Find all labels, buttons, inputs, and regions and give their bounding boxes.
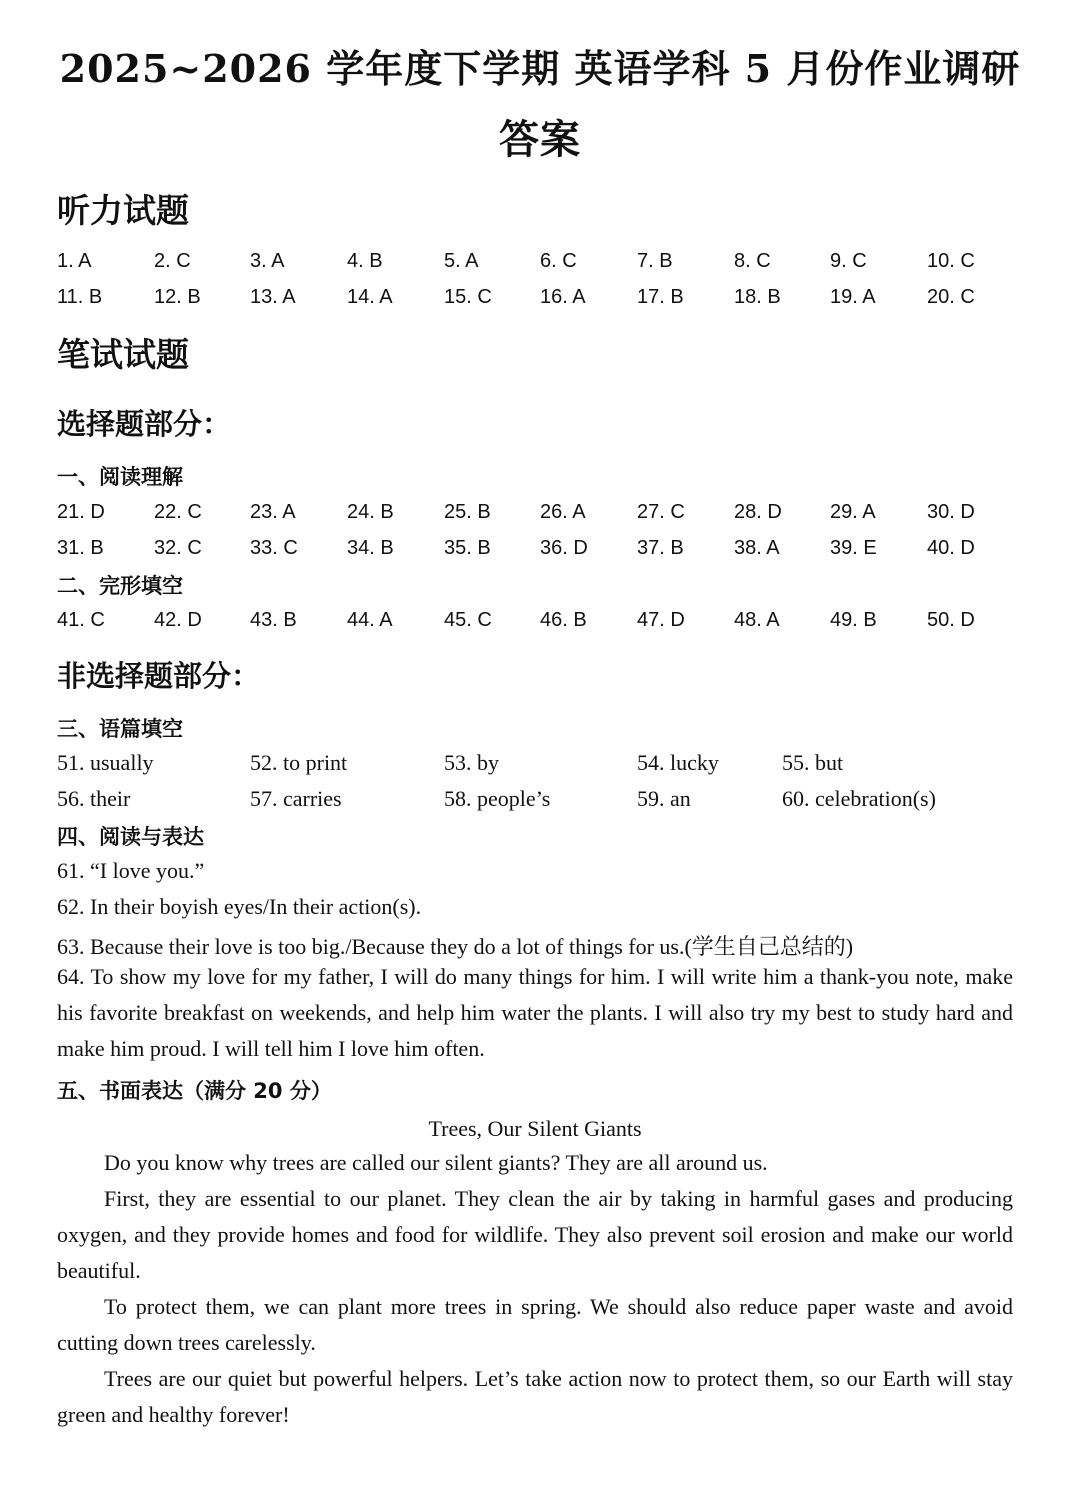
answer-item: 50. D <box>927 609 975 631</box>
answer-item: 52. to print <box>250 750 348 775</box>
answer-item: 13. A <box>250 286 296 308</box>
answer-item: 39. E <box>830 537 877 559</box>
answer-item: 28. D <box>734 501 782 523</box>
answer-item: 15. C <box>444 286 492 308</box>
answer-item: 47. D <box>637 609 685 631</box>
answer-item: 30. D <box>927 501 975 523</box>
answer-61: 61. “I love you.” <box>57 858 205 883</box>
written-heading: 笔试试题 <box>57 335 189 374</box>
answer-item: 21. D <box>57 501 105 523</box>
answer-item: 29. A <box>830 501 876 523</box>
answer-item: 22. C <box>154 501 202 523</box>
answer-item: 9. C <box>830 250 867 272</box>
answer-item: 10. C <box>927 250 975 272</box>
answer-item: 24. B <box>347 501 394 523</box>
answer-item: 35. B <box>444 537 491 559</box>
answer-item: 5. A <box>444 250 479 272</box>
answer-item: 37. B <box>637 537 684 559</box>
passage-fill-heading: 三、语篇填空 <box>57 717 183 741</box>
answer-item: 12. B <box>154 286 201 308</box>
answer-item: 6. C <box>540 250 577 272</box>
answer-item: 32. C <box>154 537 202 559</box>
nonchoice-heading: 非选择题部分： <box>57 659 261 693</box>
answer-item: 25. B <box>444 501 491 523</box>
answer-item: 27. C <box>637 501 685 523</box>
essay-paragraph-4: Trees are our quiet but powerful helpers. Let’s take action now to protect them, so our Earth will stay green and healthy forever! <box>57 1366 1013 1427</box>
answer-item: 20. C <box>927 286 975 308</box>
choice-heading: 选择题部分： <box>57 407 232 441</box>
answer-item: 58. people’s <box>444 786 551 811</box>
answer-item: 7. B <box>637 250 673 272</box>
answer-item: 51. usually <box>57 750 154 775</box>
answer-item: 40. D <box>927 537 975 559</box>
answer-item: 45. C <box>444 609 492 631</box>
answer-item: 36. D <box>540 537 588 559</box>
answer-item: 54. lucky <box>637 750 719 775</box>
answer-item: 34. B <box>347 537 394 559</box>
document-title: 2025~2026 学年度下学期 英语学科 5 月份作业调研 <box>59 46 1021 91</box>
answer-item: 42. D <box>154 609 202 631</box>
answer-63: 63. Because their love is too big./Because they do a lot of things for us.(学生自己总结的) <box>57 934 854 959</box>
reading-heading: 一、阅读理解 <box>57 465 183 489</box>
answer-item: 31. B <box>57 537 104 559</box>
answer-item: 4. B <box>347 250 383 272</box>
essay-paragraph-2: First, they are essential to our planet. They clean the air by taking in harmful gases and producing oxygen, and they provide homes and food for wildlife. They also prevent soil erosion and make our world beautiful. <box>57 1186 1013 1283</box>
answer-item: 3. A <box>250 250 285 272</box>
answer-item: 18. B <box>734 286 781 308</box>
answer-item: 44. A <box>347 609 393 631</box>
answer-item: 33. C <box>250 537 298 559</box>
answer-item: 11. B <box>57 286 103 308</box>
essay-title: Trees, Our Silent Giants <box>428 1116 642 1141</box>
answer-item: 49. B <box>830 609 877 631</box>
answer-item: 2. C <box>154 250 191 272</box>
answer-item: 41. C <box>57 609 105 631</box>
essay-paragraph-3: To protect them, we can plant more trees in spring. We should also reduce paper waste and avoid cutting down trees carelessly. <box>57 1294 1013 1355</box>
answer-item: 60. celebration(s) <box>782 786 936 811</box>
answer-item: 57. carries <box>250 786 342 811</box>
answer-item: 38. A <box>734 537 780 559</box>
answer-item: 53. by <box>444 750 499 775</box>
answer-64: 64. To show my love for my father, I will do many things for him. I will write him a thank-you note, make his favorite breakfast on weekends, and help him water the plants. I will also try my best to study hard and make him proud. I will tell him I love him often. <box>57 964 1013 1061</box>
answer-item: 16. A <box>540 286 586 308</box>
document-subtitle: 答案 <box>499 116 581 163</box>
answer-item: 48. A <box>734 609 780 631</box>
answer-item: 55. but <box>782 750 844 775</box>
answer-62: 62. In their boyish eyes/In their action(s). <box>57 894 422 919</box>
writing-heading: 五、书面表达（满分 20 分） <box>57 1079 332 1103</box>
answer-item: 26. A <box>540 501 586 523</box>
answer-item: 19. A <box>830 286 876 308</box>
essay-paragraph-1: Do you know why trees are called our silent giants? They are all around us. <box>104 1150 768 1175</box>
answer-item: 14. A <box>347 286 393 308</box>
answer-item: 59. an <box>637 786 691 811</box>
answer-item: 43. B <box>250 609 297 631</box>
cloze-heading: 二、完形填空 <box>57 574 183 598</box>
answer-item: 56. their <box>57 786 131 811</box>
listening-heading: 听力试题 <box>57 191 189 230</box>
answer-item: 1. A <box>57 250 92 272</box>
answer-item: 17. B <box>637 286 684 308</box>
answer-item: 8. C <box>734 250 771 272</box>
answer-item: 23. A <box>250 501 296 523</box>
reading-expression-heading: 四、阅读与表达 <box>57 825 204 849</box>
answer-item: 46. B <box>540 609 587 631</box>
